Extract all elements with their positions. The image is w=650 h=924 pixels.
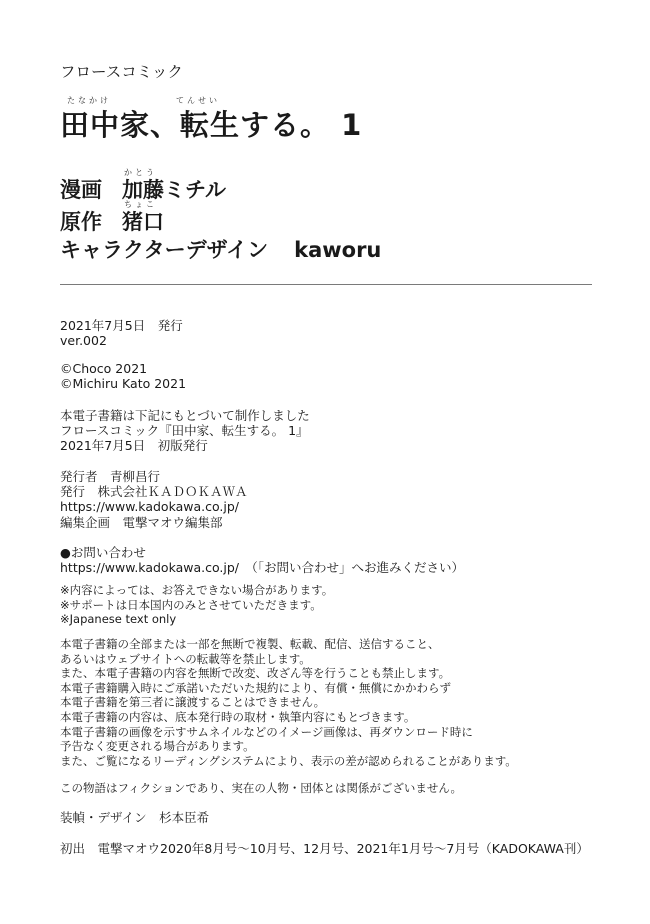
- credit-ruby: ちょこ: [124, 200, 157, 209]
- inquiry-url: https://www.kadokawa.co.jp/ （「お問い合わせ」へお進みください）: [60, 560, 464, 576]
- first-appearance: 初出 電撃マオウ2020年8月号～10月号、12月号、2021年1月号～7月号（KADOKAWA刊）: [60, 841, 589, 856]
- legal-line: 本電子書籍の内容は、底本発行時の取材・執筆内容にもとづきます。: [60, 709, 416, 724]
- legal-line: また、ご覧になるリーディングシステムにより、表示の差が認められることがあります。: [60, 753, 517, 768]
- source-line: フロースコミック『田中家、転生する。 1』: [60, 423, 309, 439]
- fiction-notice: この物語はフィクションであり、実在の人物・団体とは関係がございません。: [60, 781, 463, 795]
- credit-name: kaworu: [294, 238, 382, 262]
- inquiry-note: ※サポートは日本国内のみとさせていただきます。: [60, 597, 322, 612]
- credit-name: 加藤ミチル: [122, 178, 226, 202]
- publication-date: 2021年7月5日 発行: [60, 318, 183, 333]
- version: ver.002: [60, 333, 107, 349]
- legal-line: 本電子書籍の画像を示すサムネイルなどのイメージ画像は、再ダウンロード時に: [60, 724, 473, 739]
- legal-line: あるいはウェブサイトへの転載等を禁止します。: [60, 651, 311, 666]
- credit-name: 猪口: [122, 210, 164, 234]
- credit-character-design: [60, 234, 381, 264]
- credit-original: [60, 200, 164, 236]
- title-ruby-tensei: てんせい: [176, 96, 220, 105]
- credit-role: キャラクターデザイン: [60, 238, 269, 262]
- inquiry-note: ※Japanese text only: [60, 612, 177, 627]
- source-line: 本電子書籍は下記にもとづいて制作しました: [60, 408, 310, 423]
- credit-role: 原作: [60, 210, 102, 234]
- legal-line: また、本電子書籍の内容を無断で改変、改ざん等を行うことも禁止します。: [60, 666, 451, 681]
- legal-line: 予告なく変更される場合があります。: [60, 739, 255, 754]
- copyright-block: [60, 361, 186, 391]
- copyright-line: ©Choco 2021: [60, 361, 148, 376]
- copyright-line: ©Michiru Kato 2021: [60, 376, 187, 392]
- legal-line: 本電子書籍購入時にご承諾いただいた規約により、有償・無償にかかわらず: [60, 680, 451, 695]
- legal-notice: [60, 637, 517, 768]
- credit-ruby: かとう: [124, 168, 157, 177]
- design-credit: 装幀・デザイン 杉本臣希: [60, 810, 210, 825]
- source-block: [60, 408, 310, 454]
- section-divider: [60, 284, 592, 285]
- book-title: 田中家、転生する。 1: [60, 108, 363, 142]
- publisher-line: 発行者 青柳昌行: [60, 469, 161, 484]
- publisher-block: [60, 469, 248, 530]
- inquiry-block: [60, 545, 464, 575]
- publication-info: [60, 318, 183, 348]
- publisher-line: 発行 株式会社ＫＡＤＯＫＡＷＡ: [60, 484, 248, 500]
- publisher-url: https://www.kadokawa.co.jp/: [60, 499, 239, 515]
- inquiry-note: ※内容によっては、お答えできない場合があります。: [60, 583, 334, 597]
- source-line: 2021年7月5日 初版発行: [60, 438, 208, 454]
- inquiry-heading: ●お問い合わせ: [60, 545, 146, 560]
- imprint-label: フロースコミック: [60, 63, 183, 81]
- legal-line: 本電子書籍を第三者に譲渡することはできません。: [60, 695, 326, 710]
- legal-line: 本電子書籍の全部または一部を無断で複製、転載、配信、送信すること、: [60, 637, 440, 651]
- publisher-line: 編集企画 電撃マオウ編集部: [60, 514, 223, 530]
- credit-role: 漫画: [60, 178, 102, 202]
- title-ruby-tanakake: たなかけ: [67, 96, 111, 105]
- inquiry-notes: [60, 583, 333, 627]
